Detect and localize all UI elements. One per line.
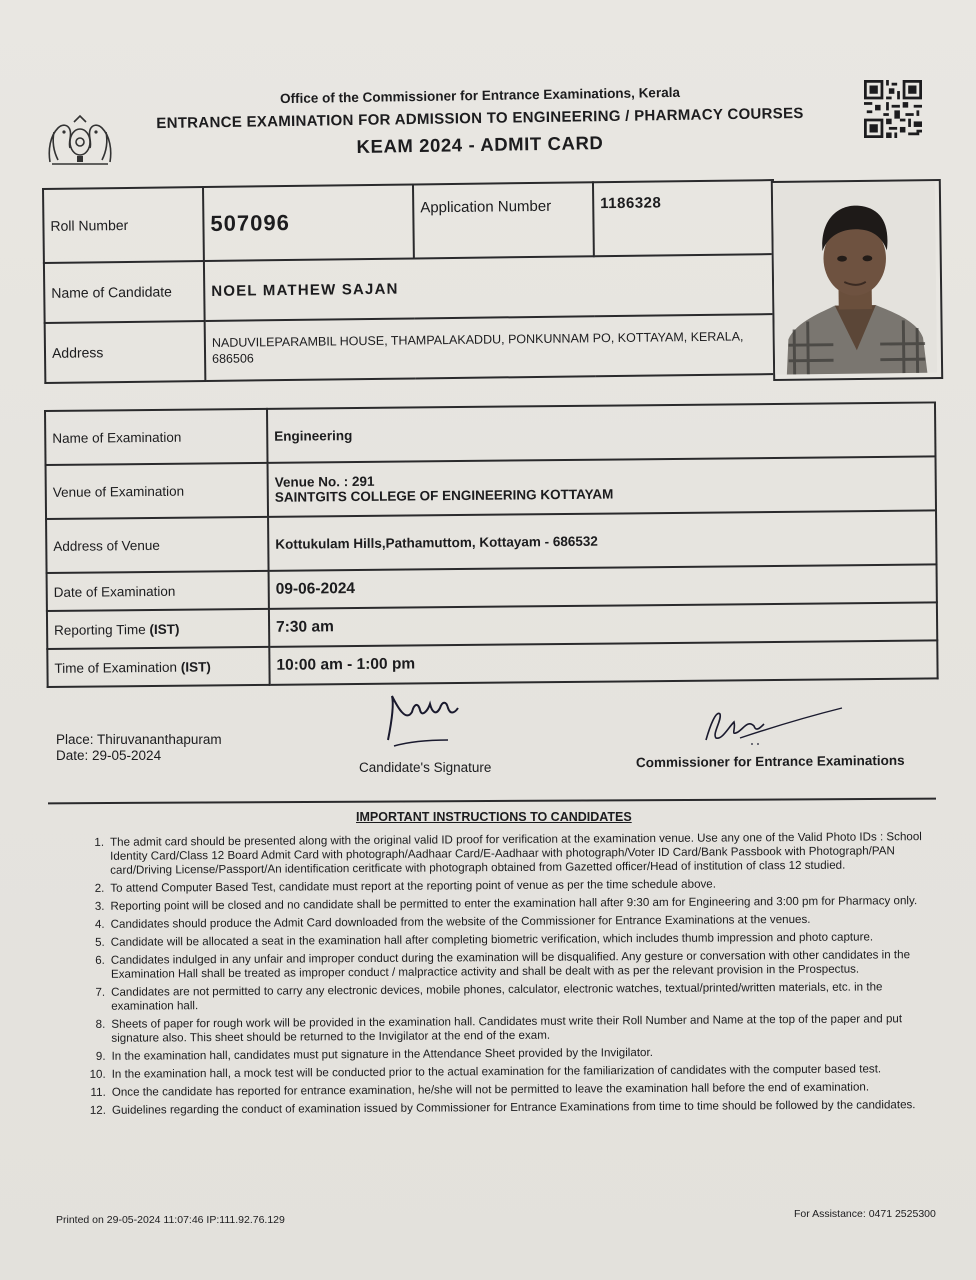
list-item: 3. Reporting point will be closed and no candidate shall be permitted to enter the examination hall after 9:30 am for Engineering and 3:00 pm for Pharmacy only. bbox=[94, 894, 918, 913]
list-item: 1. The admit card should be presented along with the original valid ID proof for verification at the examination venue. Use any one of the Valid Photo IDs : School Identity Card/Class 12 Board Admit Card with photograph/Aadhaar Card/E-Aadhaar with photograph/Voter ID Card/Bank Passbook with Photograph/PAN card/Driving License/Passport/An identification ceritficate with photograph obtained from Gazetted officer/Head of institution of class 12 studied. bbox=[94, 830, 922, 877]
issue-date: Date: 29-05-2024 bbox=[56, 748, 162, 763]
assistance-info: For Assistance: 0471 2525300 bbox=[794, 1208, 936, 1220]
instructions-list bbox=[78, 830, 936, 1122]
venue-number: Venue No. : 291 bbox=[274, 473, 375, 490]
roll-number-value: 507096 bbox=[203, 184, 414, 261]
table-row bbox=[46, 510, 936, 573]
table-row bbox=[44, 254, 775, 323]
examination-details-table bbox=[44, 401, 939, 688]
qr-code-icon bbox=[864, 80, 922, 138]
address-value: NADUVILEPARAMBIL HOUSE, THAMPALAKADDU, PONKUNNAM PO, KOTTAYAM, KERALA, 686506 bbox=[205, 314, 776, 381]
kerala-emblem-icon bbox=[44, 112, 116, 168]
list-item: 6. Candidates indulged in any unfair and improper conduct during the examination will be disqualified. Any gesture or conversation with other candidates in the Examination Hall shall be treated as improper conduct / malpractice activity and shall be dealt with as per the relevant provision in the Prospectus. bbox=[95, 948, 911, 981]
list-item: 9. In the examination hall, candidates must put signature in the Attendance Sheet provided by the Invigilator. bbox=[95, 1045, 653, 1063]
office-heading: Office of the Commissioner for Entrance Examinations, Kerala bbox=[279, 84, 681, 107]
table-row bbox=[46, 456, 936, 519]
table-row bbox=[45, 314, 776, 383]
venue-address-value: Kottukulam Hills,Pathamuttom, Kottayam - 686532 bbox=[268, 510, 936, 570]
venue-address-label: Address of Venue bbox=[46, 517, 269, 573]
place-date-block bbox=[56, 732, 222, 764]
exam-time-label: Time of Examination (IST) bbox=[47, 647, 269, 687]
exam-time-value: 10:00 am - 1:00 pm bbox=[269, 640, 937, 684]
divider bbox=[48, 798, 936, 805]
candidate-photo bbox=[771, 179, 943, 381]
table-row bbox=[45, 402, 935, 465]
candidate-name-label: Name of Candidate bbox=[44, 261, 205, 323]
table-row bbox=[47, 640, 937, 687]
list-item: 5. Candidate will be allocated a seat in the examination hall after completing biometric verification, which includes thumb impression and photo capture. bbox=[95, 930, 874, 949]
exam-date-value: 09-06-2024 bbox=[269, 564, 937, 608]
exam-name-value: Engineering bbox=[267, 402, 935, 462]
commissioner-caption: Commissioner for Entrance Examinations bbox=[635, 752, 905, 771]
reporting-time-value: 7:30 am bbox=[269, 602, 937, 646]
venue-name: SAINTGITS COLLEGE OF ENGINEERING KOTTAYAM bbox=[274, 486, 614, 505]
list-item: 7. Candidates are not permitted to carry any electronic devices, mobile phones, calculator, electronic watches, textual/printed/written materials, etc. in the examination hall. bbox=[95, 980, 883, 1013]
list-item: 2. To attend Computer Based Test, candidate must report at the reporting point of venue as per the time schedule above. bbox=[94, 877, 717, 895]
list-item: 11. Once the candidate has reported for entrance examination, he/she will not be permitted to leave the examination hall before the end of examination. bbox=[90, 1080, 870, 1099]
instructions-title: IMPORTANT INSTRUCTIONS TO CANDIDATES bbox=[356, 810, 632, 824]
list-item: 12. Guidelines regarding the conduct of examination issued by Commissioner for Entrance Examinations from time to time should be followed by the candidates. bbox=[89, 1098, 916, 1117]
exam-heading: ENTRANCE EXAMINATION FOR ADMISSION TO ENGINEERING / PHARMACY COURSES bbox=[156, 104, 804, 133]
table-row bbox=[43, 180, 774, 263]
roll-number-label: Roll Number bbox=[43, 187, 204, 263]
application-number-value: 1186328 bbox=[593, 180, 774, 256]
admit-card-title: KEAM 2024 - ADMIT CARD bbox=[356, 132, 604, 157]
reporting-time-label: Reporting Time (IST) bbox=[47, 609, 269, 649]
venue-value bbox=[268, 456, 936, 516]
application-number-label: Application Number bbox=[413, 182, 594, 258]
candidate-details-table bbox=[42, 179, 776, 384]
candidate-name-value: NOEL MATHEW SAJAN bbox=[204, 254, 775, 321]
venue-label: Venue of Examination bbox=[46, 463, 269, 519]
list-item: 10. In the examination hall, a mock test will be conducted prior to the actual examination for the familiarization of candidates with the computer based test. bbox=[89, 1062, 882, 1081]
candidate-signature-image bbox=[378, 690, 468, 750]
printed-info: Printed on 29-05-2024 11:07:46 IP:111.92.76.129 bbox=[56, 1214, 285, 1226]
list-item: 8. Sheets of paper for rough work will be provided in the examination hall. Candidates must write their Roll Number and Name at the top of the paper and put signature also. This sheet should be returned to the Invigilator at the end of the exam. bbox=[95, 1012, 903, 1045]
address-label: Address bbox=[45, 321, 206, 383]
place: Place: Thiruvananthapuram bbox=[56, 732, 222, 747]
list-item: 4. Candidates should produce the Admit Card downloaded from the website of the Commissioner for Entrance Examinations at the venues. bbox=[94, 912, 811, 931]
candidate-signature-caption: Candidate's Signature bbox=[359, 760, 492, 775]
commissioner-signature-image bbox=[700, 700, 850, 750]
exam-name-label: Name of Examination bbox=[45, 409, 268, 465]
exam-date-label: Date of Examination bbox=[47, 571, 269, 611]
